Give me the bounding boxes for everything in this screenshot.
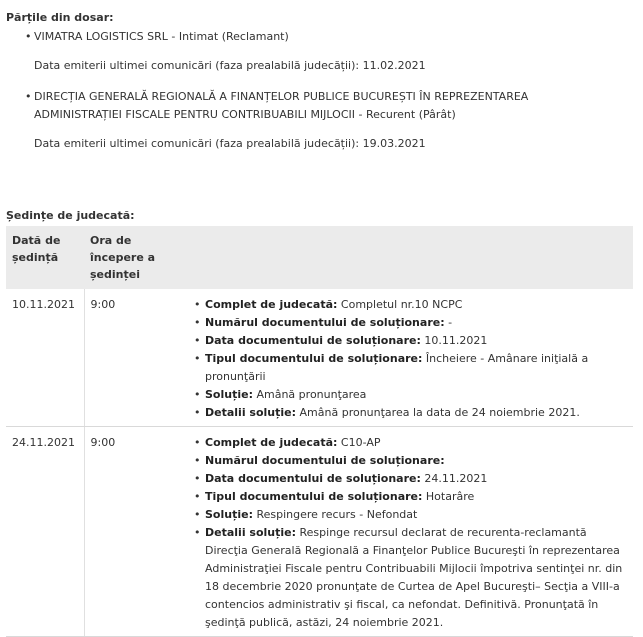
detail-numar — [194, 314, 627, 332]
detail-detalii — [194, 404, 627, 422]
bullet-icon: • — [194, 508, 201, 521]
bullet-icon: • — [194, 298, 201, 311]
detail-solutie — [194, 386, 627, 404]
header-date: Dată de ședință — [6, 226, 84, 289]
detail-label: Complet de judecată: — [205, 436, 338, 449]
party-item — [26, 28, 637, 74]
detail-value: Respingere recurs - Nefondat — [256, 508, 418, 521]
detail-label: Numărul documentului de soluționare: — [205, 454, 445, 467]
detail-label: Detalii soluție: — [205, 526, 297, 539]
detail-value: Hotarâre — [425, 490, 475, 503]
party-name-line1: DIRECȚIA GENERALĂ REGIONALĂ A FINANȚELOR PUBLICE BUCUREȘTI ÎN REPREZENTAREA — [34, 90, 529, 103]
bullet-icon: • — [194, 334, 201, 347]
header-details — [177, 226, 633, 289]
party-name: VIMATRA LOGISTICS SRL - Intimat (Reclamant) — [34, 30, 289, 43]
session-date: 10.11.2021 — [6, 289, 84, 427]
session-time: 9:00 — [84, 289, 177, 427]
bullet-icon: • — [25, 30, 32, 43]
bullet-icon: • — [194, 316, 201, 329]
parties-list — [6, 28, 637, 152]
session-time: 9:00 — [84, 427, 177, 637]
table-row — [6, 427, 633, 637]
header-time: Ora de începere a ședinței — [84, 226, 177, 289]
sessions-title: Ședințe de judecată: — [6, 209, 135, 222]
detail-value: - — [448, 316, 453, 329]
detail-complet — [194, 434, 627, 452]
party-name-line2: ADMINISTRAȚIEI FISCALE PENTRU CONTRIBUABILI MIJLOCII - Recurent (Pârât) — [34, 108, 456, 121]
bullet-icon: • — [194, 490, 201, 503]
bullet-icon: • — [25, 90, 32, 103]
bullet-icon: • — [194, 472, 201, 485]
parties-title: Părțile din dosar: — [6, 11, 114, 24]
bullet-icon: • — [194, 388, 201, 401]
bullet-icon: • — [194, 352, 201, 365]
detail-label: Numărul documentului de soluționare: — [205, 316, 445, 329]
detail-tip — [194, 488, 627, 506]
detail-complet — [194, 296, 627, 314]
table-row — [6, 289, 633, 427]
session-details — [177, 427, 633, 637]
detail-tip — [194, 350, 627, 386]
table-header-row — [6, 226, 633, 289]
detail-label: Data documentului de soluționare: — [205, 472, 421, 485]
detail-label: Tipul documentului de soluționare: — [205, 490, 423, 503]
detail-data-doc — [194, 332, 627, 350]
party-last-communication-date: Data emiterii ultimei comunicări (faza prealabilă judecății): 11.02.2021 — [34, 59, 426, 72]
detail-value: 10.11.2021 — [424, 334, 488, 347]
bullet-icon: • — [194, 526, 201, 539]
detail-value: Amână pronunţarea — [256, 388, 367, 401]
detail-data-doc — [194, 470, 627, 488]
detail-label: Data documentului de soluționare: — [205, 334, 421, 347]
detail-numar — [194, 452, 627, 470]
party-item — [26, 88, 637, 152]
detail-label: Complet de judecată: — [205, 298, 338, 311]
detail-label: Soluție: — [205, 388, 253, 401]
detail-label: Soluție: — [205, 508, 253, 521]
detail-label: Detalii soluție: — [205, 406, 297, 419]
detail-value: Amână pronunţarea la data de 24 noiembrie 2021. — [299, 406, 580, 419]
bullet-icon: • — [194, 454, 201, 467]
detail-value: Completul nr.10 NCPC — [340, 298, 463, 311]
detail-value: Încheiere - Amânare iniţială a pronunţării — [205, 352, 589, 383]
bullet-icon: • — [194, 436, 201, 449]
detail-value: 24.11.2021 — [424, 472, 488, 485]
detail-detalii — [194, 524, 627, 632]
party-last-communication-date: Data emiterii ultimei comunicări (faza prealabilă judecății): 19.03.2021 — [34, 137, 426, 150]
detail-label: Tipul documentului de soluționare: — [205, 352, 423, 365]
detail-value: Respinge recursul declarat de recurenta-reclamantă Direcţia Generală Regională a Finanţelor Publice Bucureşti în reprezentarea Administraţiei Fiscale pentru Contribuabili Mijlocii împotriva sentinţei nr. din 18 decembrie 2020 pronunţate de Curtea de Apel Bucureşti– Secţia a VIII-a contencios administrativ şi fiscal, ca nefondat. Definitivă. Pronunţată în şedinţă publică, astăzi, 24 noiembrie 2021. — [205, 526, 623, 629]
sessions-table — [6, 226, 633, 637]
session-details — [177, 289, 633, 427]
session-date: 24.11.2021 — [6, 427, 84, 637]
bullet-icon: • — [194, 406, 201, 419]
detail-value: C10-AP — [340, 436, 381, 449]
detail-solutie — [194, 506, 627, 524]
